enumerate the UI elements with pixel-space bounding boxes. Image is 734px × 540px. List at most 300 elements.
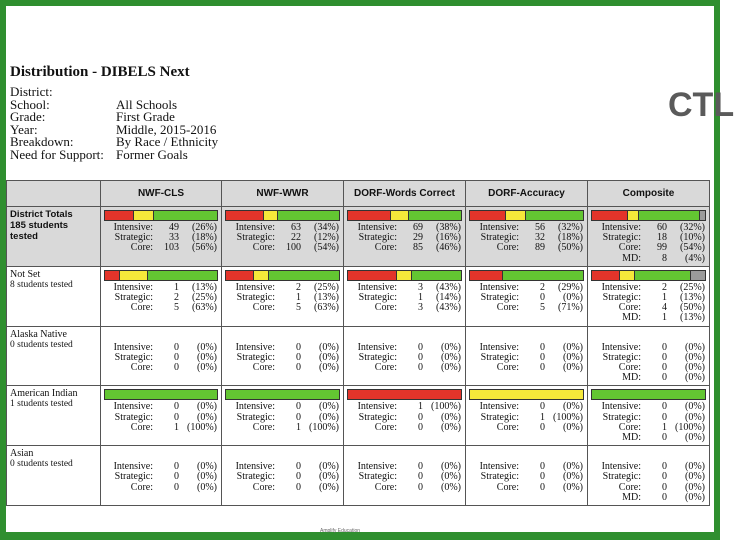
- stat-block: [344, 402, 465, 435]
- stat-count: 5: [296, 302, 301, 314]
- stat-count: 1: [296, 421, 301, 433]
- stat-label: MD:: [622, 312, 641, 324]
- strategic-segment: [628, 211, 639, 220]
- stat-label: Strategic:: [114, 292, 153, 304]
- stat-label: Intensive:: [235, 222, 275, 233]
- stat-percent: (25%): [680, 281, 705, 293]
- stat-percent: (56%): [192, 242, 217, 254]
- stacked-bar: [225, 210, 340, 221]
- empty-bar-space: [588, 446, 709, 462]
- core-segment: [226, 390, 339, 399]
- strategic-segment: [391, 211, 409, 220]
- stat-block: [344, 343, 465, 376]
- stat-count: 0: [174, 481, 179, 493]
- stat-percent: (0%): [441, 421, 461, 433]
- stat-percent: (0%): [685, 481, 705, 493]
- stat-percent: (0%): [563, 341, 583, 353]
- stat-count: 1: [418, 292, 423, 304]
- stat-count: 69: [413, 222, 423, 233]
- stat-line: [348, 303, 461, 313]
- stat-label: Strategic:: [358, 471, 397, 483]
- stat-percent: (0%): [685, 362, 705, 374]
- meta-value: First Grade: [116, 109, 175, 125]
- measure-cell: [466, 446, 588, 506]
- intensive-segment: [105, 211, 134, 220]
- stat-label: Strategic:: [236, 292, 275, 304]
- md-segment: [691, 271, 705, 280]
- stat-percent: (0%): [685, 461, 705, 473]
- stat-count: 0: [296, 351, 301, 363]
- stat-line: [348, 423, 461, 433]
- intensive-segment: [470, 271, 503, 280]
- stat-percent: (100%): [309, 421, 339, 433]
- measure-cell: [222, 326, 344, 386]
- stat-count: 2: [662, 281, 667, 293]
- core-segment: [526, 211, 583, 220]
- stat-line: [592, 254, 705, 264]
- stat-count: 0: [540, 401, 545, 413]
- stat-label: Core:: [130, 242, 153, 254]
- stat-percent: (0%): [319, 401, 339, 413]
- measure-cell: [466, 386, 588, 446]
- stat-label: Strategic:: [236, 471, 275, 483]
- column-header: NWF-WWR: [222, 181, 344, 207]
- measure-cell: [222, 446, 344, 506]
- stat-block: [588, 283, 709, 326]
- table-row: [7, 446, 710, 506]
- stat-label: MD:: [622, 491, 641, 503]
- stat-label: MD:: [622, 372, 641, 384]
- stat-count: 0: [662, 341, 667, 353]
- row-students-tested: 0 students tested: [10, 459, 73, 470]
- row-students-tested: 1 students tested: [10, 399, 73, 410]
- stat-count: 0: [540, 461, 545, 473]
- table-row: [7, 386, 710, 446]
- stat-percent: (13%): [314, 292, 339, 304]
- slide-frame-inner: [6, 6, 714, 62]
- stat-percent: (13%): [680, 312, 705, 324]
- stat-block: [466, 223, 587, 256]
- stat-count: 1: [662, 312, 667, 324]
- intensive-segment: [592, 211, 628, 220]
- stat-percent: (0%): [685, 471, 705, 483]
- slide-frame-right: [714, 0, 720, 540]
- strategic-segment: [470, 390, 583, 399]
- stat-count: 0: [418, 341, 423, 353]
- stat-label: Core:: [130, 302, 153, 314]
- stat-percent: (14%): [436, 292, 461, 304]
- stat-count: 0: [174, 471, 179, 483]
- row-label: [7, 207, 101, 267]
- stat-label: Strategic:: [602, 471, 641, 483]
- stat-line: [470, 483, 583, 493]
- stat-block: [344, 462, 465, 495]
- stat-label: MD:: [622, 252, 641, 264]
- stat-label: Strategic:: [358, 351, 397, 363]
- measure-cell: [344, 386, 466, 446]
- core-segment: [105, 390, 217, 399]
- stat-percent: (0%): [319, 362, 339, 374]
- stat-percent: (0%): [197, 411, 217, 423]
- stat-percent: (0%): [563, 401, 583, 413]
- intensive-segment: [592, 271, 620, 280]
- meta-label: Year:: [10, 121, 38, 137]
- empty-bar-space: [344, 327, 465, 343]
- stat-count: 0: [540, 351, 545, 363]
- stat-label: Strategic:: [114, 471, 153, 483]
- stat-block: [222, 402, 343, 435]
- stat-count: 0: [662, 432, 667, 444]
- stat-count: 1: [296, 292, 301, 304]
- table-header-row: [7, 181, 710, 207]
- measure-cell: [466, 207, 588, 267]
- empty-bar-space: [101, 327, 221, 343]
- stat-line: [470, 423, 583, 433]
- stacked-bar: [347, 270, 462, 281]
- stat-percent: (63%): [192, 302, 217, 314]
- stat-label: Strategic:: [602, 292, 641, 304]
- meta-row: [10, 146, 218, 162]
- stat-label: Intensive:: [601, 281, 641, 293]
- stat-label: Core:: [618, 302, 641, 314]
- stat-label: Core:: [252, 302, 275, 314]
- stat-block: [222, 343, 343, 376]
- stat-percent: (12%): [314, 232, 339, 244]
- intensive-segment: [348, 390, 461, 399]
- stat-line: [105, 303, 217, 313]
- stat-percent: (50%): [558, 242, 583, 254]
- stat-count: 18: [657, 232, 667, 244]
- stat-count: 0: [662, 362, 667, 374]
- stacked-bar: [225, 389, 340, 400]
- stat-percent: (0%): [197, 471, 217, 483]
- stat-percent: (0%): [563, 461, 583, 473]
- stat-label: Intensive:: [113, 222, 153, 233]
- stat-percent: (0%): [685, 491, 705, 503]
- stat-label: Strategic:: [480, 292, 519, 304]
- stat-percent: (43%): [436, 302, 461, 314]
- stat-label: Core:: [374, 242, 397, 254]
- column-header: DORF-Accuracy: [466, 181, 588, 207]
- measure-cell: [222, 386, 344, 446]
- stat-label: Intensive:: [357, 461, 397, 473]
- stat-count: 0: [418, 362, 423, 374]
- measure-cell: [344, 266, 466, 326]
- header-row-label: [7, 181, 101, 207]
- stat-label: Intensive:: [601, 222, 641, 233]
- stat-label: Strategic:: [480, 232, 519, 244]
- stat-label: Strategic:: [480, 351, 519, 363]
- strategic-segment: [264, 211, 278, 220]
- stat-count: 0: [662, 481, 667, 493]
- stat-count: 0: [296, 481, 301, 493]
- stat-label: Intensive:: [235, 461, 275, 473]
- core-segment: [409, 211, 461, 220]
- stat-percent: (0%): [441, 411, 461, 423]
- stat-label: Core:: [252, 242, 275, 254]
- stat-label: Intensive:: [479, 461, 519, 473]
- stat-line: [470, 243, 583, 253]
- stat-count: 99: [657, 242, 667, 254]
- measure-cell: [588, 446, 710, 506]
- meta-value: Middle, 2015-2016: [116, 121, 217, 137]
- stat-count: 3: [418, 302, 423, 314]
- stat-count: 0: [662, 461, 667, 473]
- stat-label: Intensive:: [479, 222, 519, 233]
- stat-label: Strategic:: [602, 411, 641, 423]
- stat-count: 60: [657, 222, 667, 233]
- stat-label: Intensive:: [479, 281, 519, 293]
- measure-cell: [588, 326, 710, 386]
- stat-label: Strategic:: [480, 411, 519, 423]
- intensive-segment: [348, 271, 397, 280]
- stat-label: Intensive:: [113, 461, 153, 473]
- stat-label: Core:: [130, 481, 153, 493]
- stat-percent: (0%): [685, 411, 705, 423]
- stat-percent: (0%): [441, 471, 461, 483]
- stacked-bar: [591, 210, 706, 221]
- stat-count: 0: [174, 461, 179, 473]
- ctl-logo: CTL: [668, 86, 734, 124]
- stat-label: Core:: [496, 481, 519, 493]
- stat-percent: (0%): [441, 481, 461, 493]
- stat-count: 2: [174, 292, 179, 304]
- intensive-segment: [470, 211, 506, 220]
- stat-count: 0: [296, 362, 301, 374]
- stat-count: 0: [174, 362, 179, 374]
- stat-percent: (100%): [431, 401, 461, 413]
- stat-percent: (0%): [319, 471, 339, 483]
- slide-frame-top: [0, 0, 720, 62]
- stat-label: Intensive:: [357, 341, 397, 353]
- stacked-bar: [225, 270, 340, 281]
- stacked-bar: [469, 210, 584, 221]
- stat-percent: (43%): [436, 281, 461, 293]
- stat-label: Core:: [252, 362, 275, 374]
- stacked-bar: [591, 389, 706, 400]
- stat-label: Core:: [374, 302, 397, 314]
- report-title: Distribution - DIBELS Next: [10, 64, 190, 80]
- stat-count: 22: [291, 232, 301, 244]
- column-header: Composite: [588, 181, 710, 207]
- stat-percent: (0%): [319, 411, 339, 423]
- stat-percent: (0%): [441, 341, 461, 353]
- distribution-table: [6, 180, 710, 506]
- stat-line: [105, 243, 217, 253]
- stacked-bar: [104, 270, 218, 281]
- core-segment: [639, 211, 700, 220]
- stat-label: Strategic:: [236, 351, 275, 363]
- stacked-bar: [469, 270, 584, 281]
- stat-percent: (63%): [314, 302, 339, 314]
- stat-count: 0: [418, 471, 423, 483]
- stat-percent: (0%): [197, 401, 217, 413]
- measure-cell: [466, 266, 588, 326]
- stat-percent: (0%): [319, 481, 339, 493]
- stat-label: Strategic:: [114, 232, 153, 244]
- stat-line: [348, 363, 461, 373]
- stat-label: Strategic:: [114, 351, 153, 363]
- stat-percent: (100%): [187, 421, 217, 433]
- stat-count: 0: [540, 292, 545, 304]
- stat-block: [588, 223, 709, 266]
- stat-block: [466, 402, 587, 435]
- stat-count: 0: [174, 341, 179, 353]
- core-segment: [635, 271, 692, 280]
- stat-count: 0: [540, 341, 545, 353]
- column-header: NWF-CLS: [101, 181, 222, 207]
- stat-block: [101, 283, 221, 316]
- stat-label: Strategic:: [236, 411, 275, 423]
- stat-block: [344, 223, 465, 256]
- stat-percent: (0%): [441, 362, 461, 374]
- stat-block: [588, 402, 709, 445]
- stat-label: Intensive:: [357, 222, 397, 233]
- stat-line: [226, 243, 339, 253]
- stat-count: 1: [174, 281, 179, 293]
- stat-label: Strategic:: [358, 411, 397, 423]
- stat-count: 0: [174, 411, 179, 423]
- stat-percent: (25%): [314, 281, 339, 293]
- stat-block: [344, 283, 465, 316]
- stat-line: [226, 423, 339, 433]
- stat-percent: (54%): [314, 242, 339, 254]
- stat-label: Strategic:: [114, 411, 153, 423]
- stat-percent: (26%): [192, 222, 217, 233]
- stat-percent: (18%): [558, 232, 583, 244]
- stacked-bar: [104, 210, 218, 221]
- stat-block: [466, 283, 587, 316]
- measure-cell: [466, 326, 588, 386]
- stat-count: 5: [540, 302, 545, 314]
- stat-count: 103: [164, 242, 179, 254]
- stat-label: Core:: [130, 421, 153, 433]
- stat-label: Core:: [496, 421, 519, 433]
- stat-count: 0: [296, 411, 301, 423]
- stat-block: [466, 343, 587, 376]
- stat-percent: (0%): [685, 401, 705, 413]
- stat-label: Core:: [496, 302, 519, 314]
- stat-line: [592, 373, 705, 383]
- stat-percent: (25%): [192, 292, 217, 304]
- intensive-segment: [226, 211, 264, 220]
- row-label: [7, 266, 101, 326]
- stat-label: Intensive:: [479, 341, 519, 353]
- measure-cell: [101, 386, 222, 446]
- stat-line: [226, 483, 339, 493]
- stat-percent: (0%): [441, 461, 461, 473]
- stat-label: Intensive:: [601, 341, 641, 353]
- strategic-segment: [506, 211, 526, 220]
- stat-line: [470, 363, 583, 373]
- core-segment: [269, 271, 339, 280]
- stacked-bar: [591, 270, 706, 281]
- measure-cell: [588, 386, 710, 446]
- empty-bar-space: [588, 327, 709, 343]
- row-group-name: Not Set: [10, 268, 41, 280]
- stat-label: Core:: [618, 242, 641, 254]
- meta-value: Former Goals: [116, 146, 188, 162]
- stat-percent: (100%): [553, 411, 583, 423]
- stat-count: 0: [418, 411, 423, 423]
- stat-label: Strategic:: [236, 232, 275, 244]
- stat-label: Intensive:: [235, 281, 275, 293]
- stat-percent: (18%): [192, 232, 217, 244]
- stat-count: 5: [174, 302, 179, 314]
- measure-cell: [222, 266, 344, 326]
- stat-percent: (13%): [680, 292, 705, 304]
- core-segment: [592, 390, 705, 399]
- row-group-name: Asian: [10, 448, 34, 460]
- stat-line: [592, 493, 705, 503]
- strategic-segment: [120, 271, 148, 280]
- stacked-bar: [104, 389, 218, 400]
- stat-block: [101, 402, 221, 435]
- stat-percent: (0%): [319, 461, 339, 473]
- meta-label: Grade:: [10, 109, 46, 125]
- stat-count: 33: [169, 232, 179, 244]
- stat-label: Intensive:: [113, 341, 153, 353]
- stat-count: 4: [662, 302, 667, 314]
- stat-label: Core:: [618, 362, 641, 374]
- stat-percent: (100%): [675, 421, 705, 433]
- stat-count: 0: [418, 351, 423, 363]
- stat-count: 0: [540, 362, 545, 374]
- stat-block: [222, 223, 343, 256]
- table-row: [7, 266, 710, 326]
- stat-label: Core:: [374, 362, 397, 374]
- stat-label: Intensive:: [479, 401, 519, 413]
- stat-count: 0: [296, 461, 301, 473]
- stacked-bar: [347, 210, 462, 221]
- stat-line: [592, 433, 705, 443]
- stat-label: Core:: [374, 481, 397, 493]
- stat-count: 0: [540, 471, 545, 483]
- empty-bar-space: [101, 446, 221, 462]
- stat-percent: (16%): [436, 232, 461, 244]
- stat-label: Core:: [252, 421, 275, 433]
- stat-count: 0: [662, 411, 667, 423]
- meta-value: By Race / Ethnicity: [116, 134, 219, 150]
- stat-block: [588, 343, 709, 386]
- stat-label: MD:: [622, 432, 641, 444]
- measure-cell: [101, 326, 222, 386]
- stat-percent: (0%): [685, 432, 705, 444]
- stat-count: 1: [540, 411, 545, 423]
- meta-label: School:: [10, 96, 50, 112]
- core-segment: [148, 271, 217, 280]
- empty-bar-space: [466, 327, 587, 343]
- stat-count: 100: [286, 242, 301, 254]
- stat-count: 0: [174, 351, 179, 363]
- stat-count: 0: [662, 401, 667, 413]
- stat-line: [470, 303, 583, 313]
- strategic-segment: [254, 271, 269, 280]
- measure-cell: [344, 326, 466, 386]
- stat-percent: (38%): [436, 222, 461, 233]
- stat-label: Core:: [496, 362, 519, 374]
- stat-count: 29: [413, 232, 423, 244]
- stat-line: [226, 363, 339, 373]
- stat-percent: (0%): [685, 372, 705, 384]
- measure-cell: [344, 446, 466, 506]
- core-segment: [412, 271, 461, 280]
- stat-count: 1: [662, 421, 667, 433]
- stat-label: Intensive:: [113, 281, 153, 293]
- stat-percent: (0%): [563, 481, 583, 493]
- measure-cell: [222, 207, 344, 267]
- stat-percent: (0%): [197, 341, 217, 353]
